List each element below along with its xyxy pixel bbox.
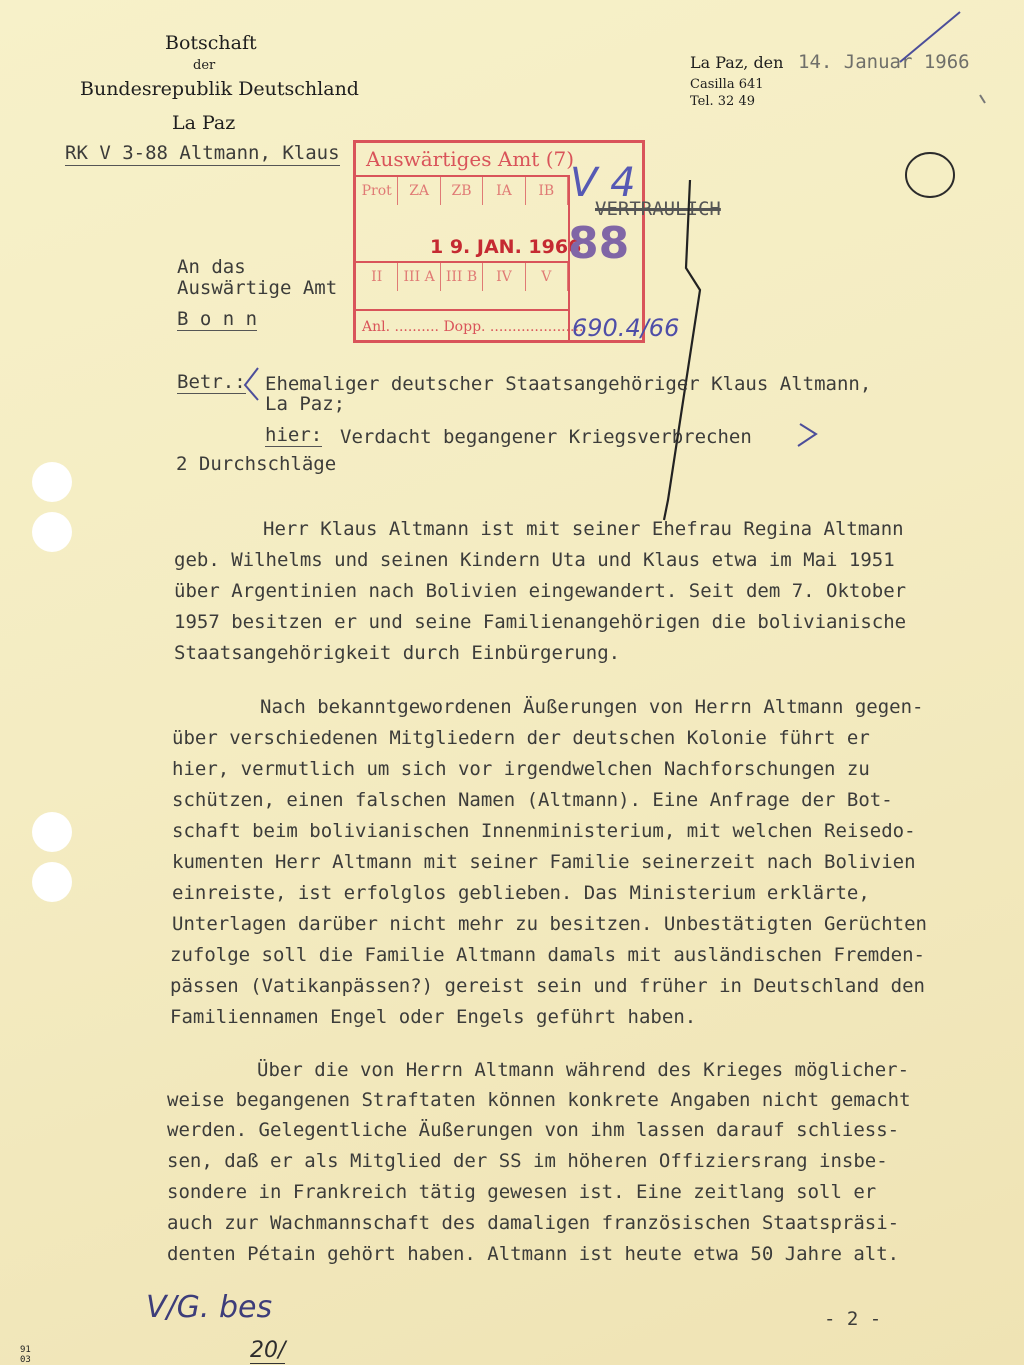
handwritten-signature-number: 20/ xyxy=(250,1338,286,1363)
archive-number-2: 03 xyxy=(20,1355,31,1365)
body-line: schützen, einen falschen Namen (Altmann). Eine Anfrage der Bot- xyxy=(172,789,893,811)
stamp-cell: ZA xyxy=(398,177,440,205)
letterhead-line2: der xyxy=(193,58,216,73)
letter-date: 14. Januar 1966 xyxy=(798,51,970,73)
letterhead-line1: Botschaft xyxy=(165,32,257,54)
stamp-title: Auswärtiges Amt (7) xyxy=(366,147,575,171)
pen-tick-mark xyxy=(900,12,960,62)
subject-line1: Ehemaliger deutscher Staatsangehöriger Klaus Altmann, xyxy=(265,373,872,395)
stamp-number-88: 88 xyxy=(568,218,630,269)
stamp-cell: III B xyxy=(441,263,483,291)
handwritten-v4: V 4 xyxy=(570,160,636,206)
handwritten-signature: V/G. bes xyxy=(146,1290,273,1325)
body-line: kumenten Herr Altmann mit seiner Familie seinerzeit nach Bolivien xyxy=(172,851,916,873)
pen-line-mark xyxy=(664,180,700,520)
body-line: Unterlagen darüber nicht mehr zu besitzen. Unbestätigten Gerüchten xyxy=(172,913,927,935)
bracket-open-mark xyxy=(245,368,258,400)
casilla: Casilla 641 xyxy=(690,77,764,92)
body-line: Über die von Herrn Altmann während des Krieges möglicher- xyxy=(257,1059,910,1081)
body-line: 1957 besitzen er und seine Familienangehörigen die bolivianische xyxy=(174,611,907,633)
page-number: - 2 - xyxy=(824,1308,882,1330)
subject-hier-label: hier: xyxy=(265,424,323,446)
stamp-footer: Anl. .......... Dopp. ..................... xyxy=(362,319,584,335)
recipient-line2: Auswärtige Amt xyxy=(177,277,338,299)
stamp-date: 1 9. JAN. 1966 xyxy=(430,236,582,258)
body-line: schaft beim bolivianischen Innenministerium, mit welchen Reisedo- xyxy=(172,820,916,842)
body-line: zufolge soll die Familie Altmann damals mit ausländischen Fremden- xyxy=(170,944,925,966)
body-line: sen, daß er als Mitglied der SS im höheren Offiziersrang insbe- xyxy=(167,1150,888,1172)
body-line: denten Pétain gehört haben. Altmann ist heute etwa 50 Jahre alt. xyxy=(167,1243,900,1265)
stamp-cell: III A xyxy=(398,263,440,291)
archive-number-1: 91 xyxy=(20,1345,31,1355)
letterhead-line4: La Paz xyxy=(172,112,236,134)
body-line: geb. Wilhelms und seinen Kindern Uta und Klaus etwa im Mai 1951 xyxy=(174,549,895,571)
recipient-city: B o n n xyxy=(177,308,258,330)
telephone: Tel. 32 49 xyxy=(690,94,755,109)
handwritten-reference: 690.4/66 xyxy=(572,314,680,342)
stamp-cell: ZB xyxy=(441,177,483,205)
body-line: einreiste, ist erfolglos geblieben. Das Ministerium erklärte, xyxy=(172,882,870,904)
copies-note: 2 Durchschläge xyxy=(176,453,337,475)
subject-label: Betr.: xyxy=(177,371,246,393)
small-mark xyxy=(980,95,985,103)
body-line: Staatsangehörigkeit durch Einbürgerung. xyxy=(174,642,621,664)
place-label: La Paz, den xyxy=(690,53,784,72)
body-line: Herr Klaus Altmann ist mit seiner Ehefrau Regina Altmann xyxy=(263,518,904,540)
stamp-cell: IB xyxy=(526,177,568,205)
body-line: hier, vermutlich um sich vor irgendwelchen Nachforschungen zu xyxy=(172,758,870,780)
stamp-cell: IA xyxy=(483,177,525,205)
body-line: Nach bekanntgewordenen Äußerungen von Herrn Altmann gegen- xyxy=(260,696,924,718)
reference-number: RK V 3-88 Altmann, Klaus xyxy=(65,142,340,164)
stamp-cell: Prot xyxy=(356,177,398,205)
body-line: sondere in Frankreich tätig gewesen ist. Eine zeitlang soll er xyxy=(167,1181,877,1203)
body-line: über Argentinien nach Bolivien eingewandert. Seit dem 7. Oktober xyxy=(174,580,907,602)
body-line: werden. Gelegentliche Äußerungen von ihm lassen darauf schliess- xyxy=(167,1119,900,1141)
circle-mark xyxy=(906,153,954,197)
recipient-line1: An das xyxy=(177,256,246,278)
stamp-cell: V xyxy=(526,263,568,291)
body-line: Familiennamen Engel oder Engels geführt haben. xyxy=(170,1006,697,1028)
body-line: auch zur Wachmannschaft des damaligen französischen Staatspräsi- xyxy=(167,1212,900,1234)
crossed-out-classification: VERTRAULICH xyxy=(595,198,721,220)
body-line: weise begangenen Straftaten können konkrete Angaben nicht gemacht xyxy=(167,1089,911,1111)
subject-line2: La Paz; xyxy=(265,393,346,415)
stamp-cell: IV xyxy=(483,263,525,291)
body-line: über verschiedenen Mitgliedern der deutschen Kolonie führt er xyxy=(172,727,870,749)
stamp-cell: II xyxy=(356,263,398,291)
subject-hier-text: Verdacht begangener Kriegsverbrechen xyxy=(340,426,752,448)
body-line: pässen (Vatikanpässen?) gereist sein und früher in Deutschland den xyxy=(170,975,925,997)
bracket-close-mark xyxy=(798,424,816,446)
letterhead-line3: Bundesrepublik Deutschland xyxy=(80,78,359,100)
